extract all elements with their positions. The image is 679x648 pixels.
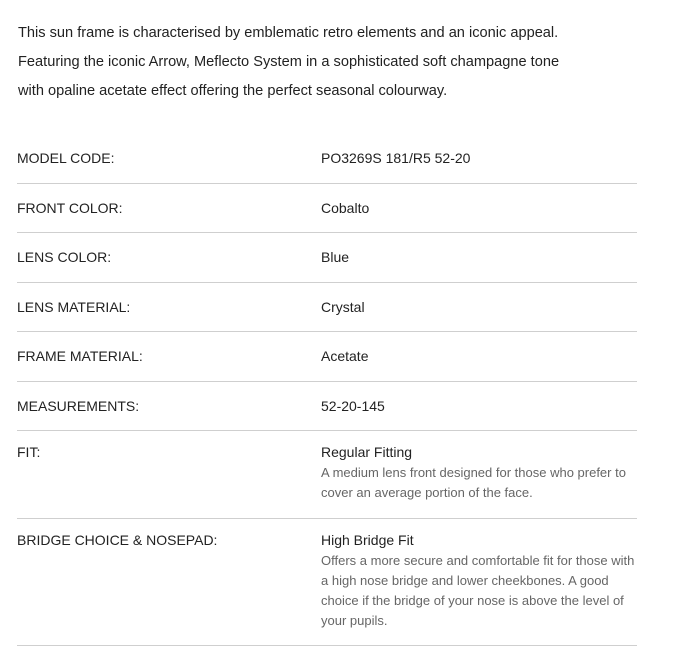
spec-row-bridge-choice: [17, 519, 637, 646]
spec-label: LENS COLOR:: [17, 249, 112, 266]
spec-value: PO3269S 181/R5 52-20: [321, 150, 471, 167]
product-specs-table: [17, 134, 637, 646]
spec-note: Offers a more secure and comfortable fit for those with a high nose bridge and lower cheekbones. A good choice if the bridge of your nose is above the level of your pupils.: [321, 553, 635, 628]
spec-label: BRIDGE CHOICE & NOSEPAD:: [17, 532, 218, 548]
spec-value: Cobalto: [321, 199, 370, 216]
spec-label: FRAME MATERIAL:: [17, 348, 143, 365]
product-description: [18, 19, 658, 106]
spec-row-measurements: [17, 382, 637, 432]
spec-value-group: [321, 444, 637, 518]
spec-row-frame-material: [17, 332, 637, 382]
spec-row-front-color: [17, 184, 637, 234]
spec-value: Acetate: [321, 348, 369, 365]
spec-value: Blue: [321, 249, 350, 266]
spec-value-group: [321, 532, 637, 645]
spec-value: Regular Fitting: [321, 444, 413, 460]
spec-label: LENS MATERIAL:: [17, 298, 131, 315]
spec-value: 52-20-145: [321, 397, 385, 414]
spec-value: High Bridge Fit: [321, 532, 414, 548]
spec-value: Crystal: [321, 298, 365, 315]
spec-row-lens-color: [17, 233, 637, 283]
spec-label: FIT:: [17, 444, 41, 460]
spec-row-lens-material: [17, 283, 637, 333]
description-line: with opaline acetate effect offering the perfect seasonal colourway.: [18, 83, 448, 99]
spec-row-model-code: [17, 134, 637, 184]
spec-label: MODEL CODE:: [17, 150, 115, 167]
description-line: This sun frame is characterised by emblematic retro elements and an iconic appeal.: [18, 25, 559, 41]
spec-note: A medium lens front designed for those who prefer to cover an average portion of the face.: [321, 465, 626, 500]
spec-label: FRONT COLOR:: [17, 199, 123, 216]
spec-label: MEASUREMENTS:: [17, 397, 140, 414]
description-line: Featuring the iconic Arrow, Meflecto System in a sophisticated soft champagne tone: [18, 54, 560, 70]
spec-row-fit: [17, 431, 637, 519]
